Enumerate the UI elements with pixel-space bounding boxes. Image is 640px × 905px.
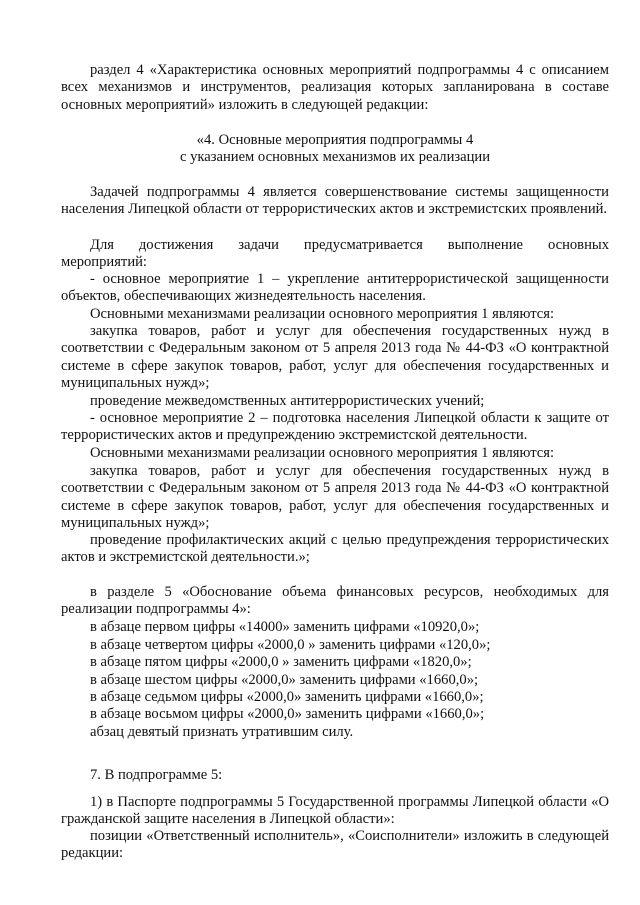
achieve-paragraph-line1: Для достижения задачи предусматривается выполнение основных [90, 237, 609, 253]
achieve-paragraph-line2: мероприятий: [61, 254, 147, 270]
prevention-paragraph: проведение профилактических акций с целью предупреждения террористических актов и экстремистской деятельности.»; [61, 532, 609, 566]
task-paragraph: Задачей подпрограммы 4 является совершенствование системы защищенности населения Липецкой области от террористических актов и экстремистских проявлений. [61, 184, 609, 218]
paragraph-seventh-change: в абзаце седьмом цифры «2000,0» заменить цифрами «1660,0»; [90, 689, 484, 705]
mechanisms1-paragraph: Основными механизмами реализации основного мероприятия 1 являются: [90, 306, 555, 322]
paragraph-fourth-change: в абзаце четвертом цифры «2000,0 » заменить цифрами «120,0»; [90, 637, 491, 653]
section-heading-line2: с указанием основных механизмов их реализации [179, 149, 491, 165]
procurement2-paragraph: закупка товаров, работ и услуг для обеспечения государственных нужд в соответствии с Федеральным законом от 5 апреля 2013 года № 44-ФЗ «О контрактной системе в сфере закупок товаров, работ, услуг для обеспечения государственных и муниципальных нужд»; [61, 463, 609, 532]
positions-paragraph: позиции «Ответственный исполнитель», «Соисполнители» изложить в следующей редакции: [61, 828, 609, 862]
intro-paragraph: раздел 4 «Характеристика основных мероприятий подпрограммы 4 с описанием всех механизмов и инструментов, реализация которых запланирована в составе основных мероприятий» изложить в следующей редакции: [61, 62, 609, 113]
section5-paragraph: в разделе 5 «Обоснование объема финансовых ресурсов, необходимых для реализации подпрограммы 4»: [61, 584, 609, 618]
paragraph-sixth-change: в абзаце шестом цифры «2000,0» заменить цифрами «1660,0»; [90, 672, 479, 688]
mechanisms2-paragraph: Основными механизмами реализации основного мероприятия 1 являются: [90, 445, 555, 461]
paragraph-fifth-change: в абзаце пятом цифры «2000,0 » заменить цифрами «1820,0»; [90, 654, 472, 670]
drills-paragraph: проведение межведомственных антитеррористических учений; [90, 393, 485, 409]
paragraph-eighth-change: в абзаце восьмом цифры «2000,0» заменить цифрами «1660,0»; [90, 706, 485, 722]
measure1-paragraph: - основное мероприятие 1 – укрепление антитеррористической защищенности объектов, обеспечивающих жизнедеятельность населения. [61, 271, 609, 305]
paragraph-first-change: в абзаце первом цифры «14000» заменить цифрами «10920,0»; [90, 619, 480, 635]
measure2-paragraph: - основное мероприятие 2 – подготовка населения Липецкой области к защите от террористических актов и предупреждению экстремистской деятельности. [61, 410, 609, 444]
procurement1-paragraph: закупка товаров, работ и услуг для обеспечения государственных нужд в соответствии с Федеральным законом от 5 апреля 2013 года № 44-ФЗ «О контрактной системе в сфере закупок товаров, работ, услуг для обеспечения государственных и муниципальных нужд»; [61, 323, 609, 392]
item7-heading: 7. В подпрограмме 5: [90, 767, 223, 783]
section-heading-line1: «4. Основные мероприятия подпрограммы 4 [196, 132, 474, 148]
paragraph-ninth-change: абзац девятый признать утратившим силу. [90, 724, 354, 740]
passport-paragraph: 1) в Паспорте подпрограммы 5 Государственной программы Липецкой области «О гражданской защите населения в Липецкой области»: [61, 794, 609, 828]
